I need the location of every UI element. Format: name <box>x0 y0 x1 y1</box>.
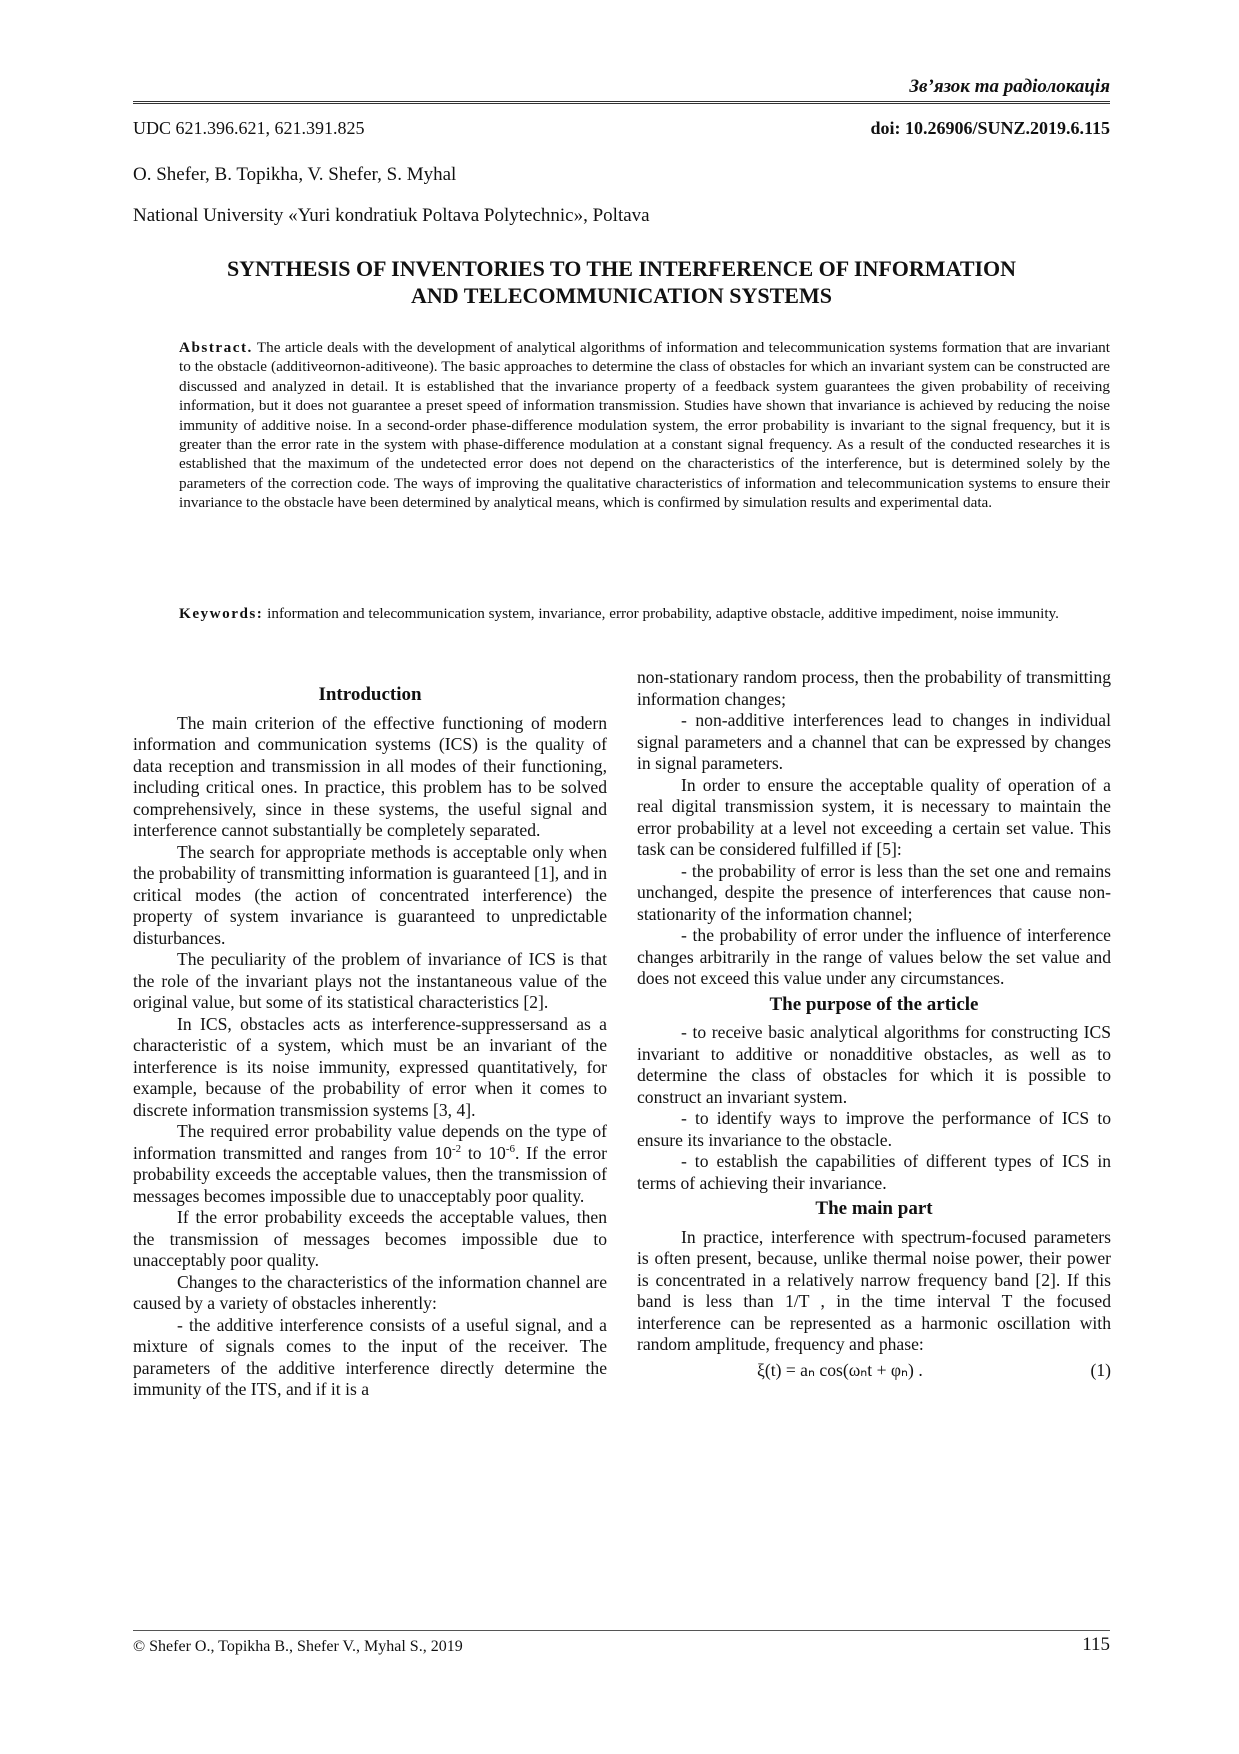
keywords-label: Keywords: <box>179 605 264 622</box>
paragraph: Changes to the characteristics of the information channel are caused by a variety of obstacles inherently: <box>133 1271 607 1313</box>
paragraph: In order to ensure the acceptable quality of operation of a real digital transmission system, it is necessary to maintain the error probability at a level not exceeding a certain set value. This task can be considered fulfilled if [5]: <box>637 774 1111 859</box>
list-item: - to receive basic analytical algorithms for constructing ICS invariant to additive or nonadditive obstacles, as well as to determine the class of obstacles for which it is possible to construct an invariant system. <box>637 1022 1111 1107</box>
list-item: - non-additive interferences lead to changes in individual signal parameters and a channel that can be expressed by changes in signal parameters. <box>637 710 1111 773</box>
list-item: - the additive interference consists of a useful signal, and a mixture of signals comes to the input of the receiver. The parameters of the additive interference directly determine the immunity of the ITS, and if it is a <box>133 1314 607 1399</box>
exponent: -6 <box>505 1142 516 1155</box>
authors: O. Shefer, B. Topikha, V. Shefer, S. Myhal <box>133 164 457 185</box>
paper-title <box>133 255 1110 309</box>
affiliation: National University «Yuri kondratiuk Poltava Polytechnic», Poltava <box>133 205 650 226</box>
paragraph: In practice, interference with spectrum-focused parameters is often present, because, unlike thermal noise power, their power is concentrated in a relatively narrow frequency band [2]. If this band is less than 1/T , in the time interval T the focused interference can be represented as a harmonic oscillation with random amplitude, frequency and phase: <box>637 1226 1111 1354</box>
title-line-2: AND TELECOMMUNICATION SYSTEMS <box>411 283 832 308</box>
abstract <box>179 338 1110 513</box>
title-line-1: SYNTHESIS OF INVENTORIES TO THE INTERFERENCE OF INFORMATION <box>226 256 1017 281</box>
paragraph: non-stationary random process, then the probability of transmitting information changes; <box>637 667 1111 709</box>
abstract-label: Abstract. <box>179 339 253 356</box>
section-heading-introduction: Introduction <box>318 684 422 705</box>
section-heading-main-part: The main part <box>815 1198 933 1219</box>
footer-rule <box>133 1630 1110 1631</box>
text: . If the error probability exceeds the acceptable values, then the transmission of messages becomes impossible due to unacceptably poor quality. <box>133 1142 607 1206</box>
list-item: - to identify ways to improve the performance of ICS to ensure its invariance to the obstacle. <box>637 1108 1111 1150</box>
doi: doi: 10.26906/SUNZ.2019.6.115 <box>870 118 1110 138</box>
list-item: - the probability of error is less than the set one and remains unchanged, despite the presence of interferences that cause non-stationarity of the information channel; <box>637 860 1111 924</box>
paragraph: The search for appropriate methods is acceptable only when the probability of transmitting information is guaranteed [1], and in critical modes (the action of concentrated interference) the property of system invariance is guaranteed to unpredictable disturbances. <box>133 841 607 948</box>
list-item: - to establish the capabilities of different types of ICS in terms of achieving their invariance. <box>637 1151 1111 1193</box>
page-number: 115 <box>1082 1634 1110 1655</box>
paragraph: The peculiarity of the problem of invariance of ICS is that the role of the invariant plays not the instantaneous value of the original value, but some of its statistical characteristics [2]. <box>133 949 607 1012</box>
paragraph: If the error probability exceeds the acceptable values, then the transmission of messages becomes impossible due to unacceptably poor quality. <box>133 1207 607 1270</box>
udc-code: UDC 621.396.621, 621.391.825 <box>133 118 365 138</box>
list-item: - the probability of error under the influence of interference changes arbitrarily in the range of values below the set value and does not exceed this value under any circumstances. <box>637 925 1111 988</box>
keywords <box>179 604 1110 623</box>
copyright: © Shefer O., Topikha B., Shefer V., Myhal S., 2019 <box>133 1638 463 1655</box>
keywords-text: information and telecommunication system, invariance, error probability, adaptive obstacle, additive impediment, noise immunity. <box>263 605 1059 622</box>
equation-1 <box>637 1360 1111 1382</box>
abstract-text: The article deals with the development of analytical algorithms of information and telecommunication systems formation that are invariant to the obstacle (additiveornon-aditiveone). The basic approaches to determine the class of obstacles for which an invariant system can be constructed are discussed and analyzed in detail. It is established that the invariance property of a feedback system guarantees the given probability of receiving information, but it does not guarantee a preset speed of information transmission. Studies have shown that invariance is achieved by reducing the noise immunity of additive noise. In a second-order phase-difference modulation system, the error probability is invariant to the signal frequency, but it is greater than the error rate in the system with phase-difference modulation at a constant signal frequency. As a result of the conducted researches it is established that the maximum of the undetected error does not depend on the characteristics of the interference, but is determined solely by the parameters of the correction code. The ways of improving the qualitative characteristics of information and telecommunication systems to ensure their invariance to the obstacle have been determined by analytical means, which is confirmed by simulation results and experimental data. <box>179 339 1110 512</box>
text: The required error probability value depends on the type of information transmitted and ranges from 10 <box>133 1121 607 1163</box>
paragraph: The main criterion of the effective functioning of modern information and communication systems (ICS) is the quality of data reception and transmission in all modes of their functioning, including critical ones. In practice, this problem has to be solved comprehensively, since in these systems, the useful signal and interference cannot substantially be completely separated. <box>133 712 607 840</box>
text: to 10 <box>461 1142 506 1163</box>
journal-name: Зв’язок та радіолокація <box>909 76 1110 97</box>
equation-formula: ξ(t) = aₙ cos(ωₙt + φₙ) . <box>757 1359 923 1380</box>
paragraph <box>133 1121 607 1207</box>
exponent: -2 <box>451 1142 462 1155</box>
paragraph: In ICS, obstacles acts as interference-suppressersand as a characteristic of a system, which must be an invariant of the interference is its noise immunity, expressed quantitatively, for example, because of the probability of error when it comes to discrete information transmission systems [3, 4]. <box>133 1013 607 1120</box>
right-column <box>637 667 1111 1381</box>
left-column <box>133 680 607 1401</box>
section-heading-purpose: The purpose of the article <box>769 993 979 1015</box>
header-rule <box>133 101 1110 107</box>
equation-number: (1) <box>1090 1359 1111 1380</box>
